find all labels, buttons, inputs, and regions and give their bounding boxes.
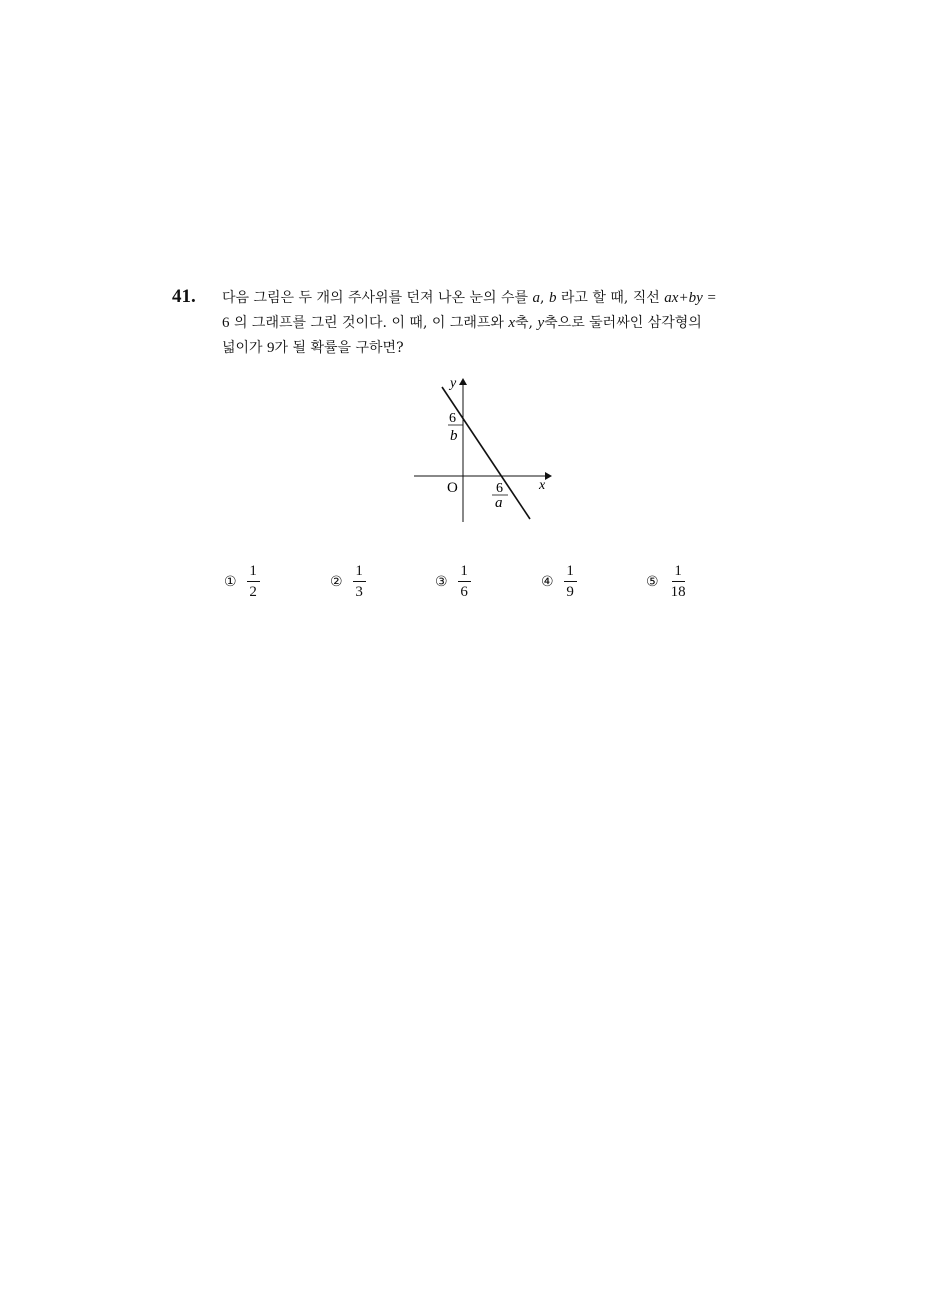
text-segment: 넓이가 bbox=[222, 340, 268, 356]
choice-1-marker: ① bbox=[224, 574, 237, 590]
choice-3[interactable] bbox=[435, 564, 471, 600]
choice-1-denominator: 2 bbox=[249, 584, 257, 600]
y-axis-label: y bbox=[450, 376, 457, 391]
choice-5-denominator: 18 bbox=[670, 584, 686, 600]
choice-5-fraction bbox=[669, 564, 688, 600]
choice-1[interactable] bbox=[224, 564, 260, 600]
choice-2-marker: ② bbox=[330, 574, 343, 590]
choice-3-fraction bbox=[458, 564, 471, 600]
y-intercept-denominator: b bbox=[450, 428, 458, 444]
variable-y: y bbox=[537, 315, 545, 331]
choice-3-marker: ③ bbox=[435, 574, 448, 590]
text-segment: 축, bbox=[515, 315, 538, 331]
x-axis-label: x bbox=[539, 478, 546, 493]
choice-1-fraction bbox=[247, 564, 260, 600]
choice-2-fraction bbox=[353, 564, 366, 600]
choice-3-denominator: 6 bbox=[460, 584, 468, 600]
x-intercept-numerator: 6 bbox=[496, 481, 503, 496]
question-line-3 bbox=[222, 336, 752, 361]
question-number: 41. bbox=[172, 286, 196, 307]
text-segment: 축으로 둘러싸인 삼각형의 bbox=[544, 315, 702, 331]
origin-label: O bbox=[447, 480, 458, 496]
number-nine: 9 bbox=[267, 340, 275, 356]
choice-4-fraction bbox=[564, 564, 577, 600]
choice-5[interactable] bbox=[646, 564, 688, 600]
graph-svg bbox=[412, 376, 557, 526]
number-six: 6 bbox=[222, 315, 230, 331]
variable-a: a bbox=[532, 290, 541, 306]
choice-2-denominator: 3 bbox=[355, 584, 363, 600]
choice-1-numerator: 1 bbox=[247, 564, 260, 582]
choice-2-numerator: 1 bbox=[353, 564, 366, 582]
text-segment: 다음 그림은 두 개의 주사위를 던져 나온 눈의 수를 bbox=[222, 290, 533, 306]
question-line-1 bbox=[222, 286, 752, 311]
graph-line bbox=[442, 387, 530, 519]
choice-3-numerator: 1 bbox=[458, 564, 471, 582]
choice-4[interactable] bbox=[541, 564, 577, 600]
variable-b: b bbox=[548, 290, 557, 306]
x-intercept-denominator: a bbox=[495, 495, 503, 511]
variable-x: x bbox=[508, 315, 516, 331]
line-graph-figure bbox=[412, 376, 557, 526]
answer-choices bbox=[224, 564, 704, 604]
y-intercept-numerator: 6 bbox=[449, 411, 456, 426]
choice-4-marker: ④ bbox=[541, 574, 554, 590]
text-segment: 가 될 확률을 구하면? bbox=[274, 340, 404, 356]
text-segment: , bbox=[540, 290, 549, 306]
choice-2[interactable] bbox=[330, 564, 366, 600]
text-segment: 라고 할 때, 직선 bbox=[556, 290, 665, 306]
choice-5-marker: ⑤ bbox=[646, 574, 659, 590]
question-text bbox=[222, 286, 752, 361]
question-line-2 bbox=[222, 311, 752, 336]
choice-5-numerator: 1 bbox=[672, 564, 685, 582]
choice-4-denominator: 9 bbox=[566, 584, 574, 600]
text-segment: 의 그래프를 그린 것이다. 이 때, 이 그래프와 bbox=[229, 315, 509, 331]
equation: ax+by = bbox=[664, 290, 717, 306]
choice-4-numerator: 1 bbox=[564, 564, 577, 582]
